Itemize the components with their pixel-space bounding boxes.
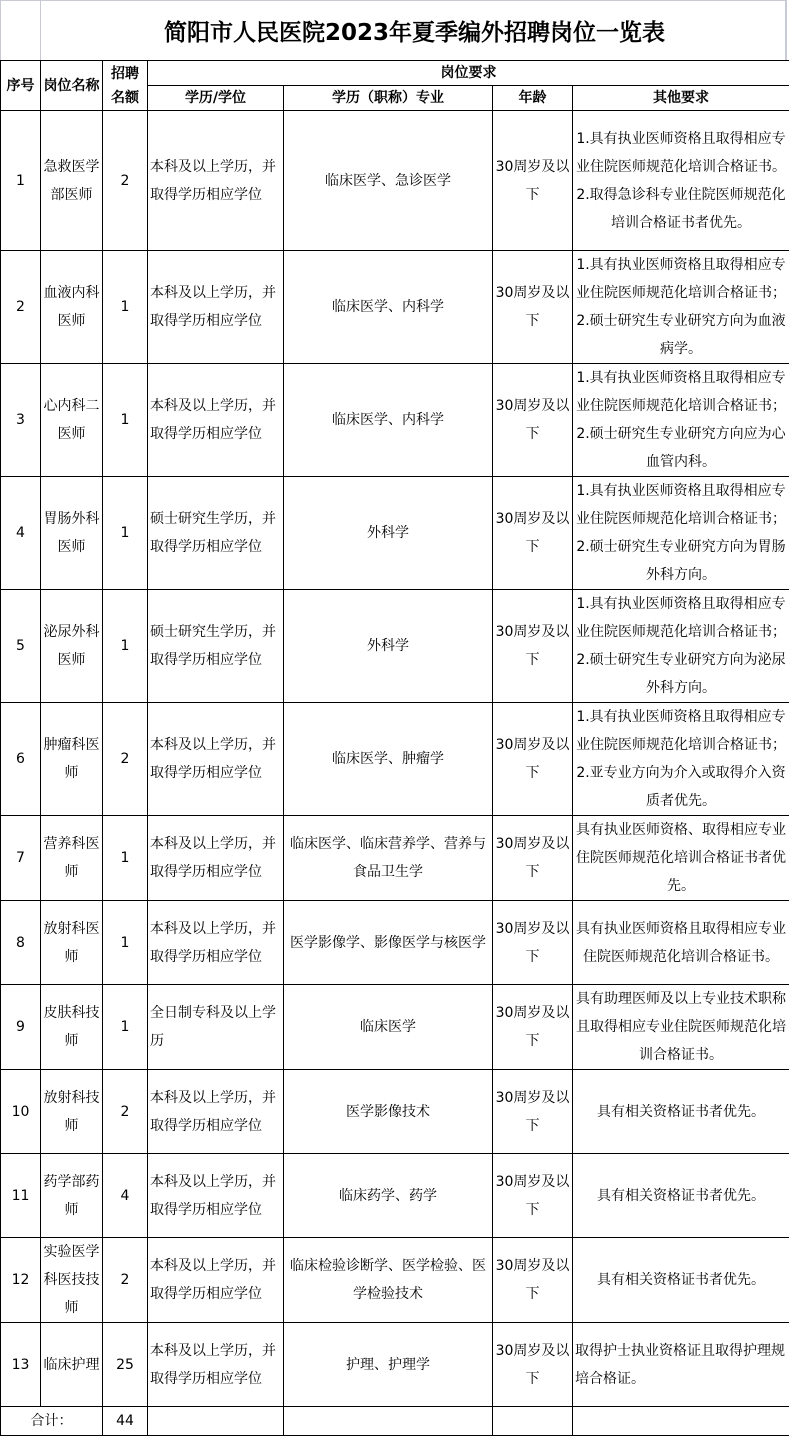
cell-age: 30周岁及以下 <box>493 816 573 901</box>
cell-education: 本科及以上学历，并取得学历相应学位 <box>148 1070 284 1154</box>
cell-age: 30周岁及以下 <box>493 985 573 1070</box>
total-empty <box>573 1407 789 1436</box>
cell-major: 医学影像技术 <box>284 1070 493 1154</box>
cell-post: 药学部药师 <box>41 1154 103 1238</box>
header-requirements-group: 岗位要求 <box>148 61 789 86</box>
header-quota: 招聘名额 <box>103 61 148 111</box>
cell-age: 30周岁及以下 <box>493 251 573 364</box>
header-other: 其他要求 <box>573 86 789 111</box>
table-row <box>1 111 789 251</box>
cell-seq: 4 <box>1 477 41 590</box>
cell-education: 硕士研究生学历，并取得学历相应学位 <box>148 590 284 703</box>
cell-major: 护理、护理学 <box>284 1323 493 1407</box>
table-row <box>1 816 789 901</box>
cell-post: 实验医学科医技技师 <box>41 1238 103 1323</box>
cell-quota: 1 <box>103 364 148 477</box>
cell-age: 30周岁及以下 <box>493 1154 573 1238</box>
table-row <box>1 364 789 477</box>
cell-quota: 2 <box>103 1070 148 1154</box>
total-empty <box>284 1407 493 1436</box>
cell-quota: 2 <box>103 111 148 251</box>
table-row <box>1 1323 789 1407</box>
cell-seq: 2 <box>1 251 41 364</box>
cell-age: 30周岁及以下 <box>493 1323 573 1407</box>
header-seq: 序号 <box>1 61 41 111</box>
table-row <box>1 1154 789 1238</box>
cell-other: 具有执业医师资格且取得相应专业住院医师规范化培训合格证书。 <box>573 901 789 985</box>
cell-age: 30周岁及以下 <box>493 703 573 816</box>
cell-seq: 12 <box>1 1238 41 1323</box>
table-row <box>1 1238 789 1323</box>
cell-age: 30周岁及以下 <box>493 477 573 590</box>
cell-other: 具有相关资格证书者优先。 <box>573 1070 789 1154</box>
cell-other: 1.具有执业医师资格且取得相应专业住院医师规范化培训合格证书；2.亚专业方向为介入或取得介入资质者优先。 <box>573 703 789 816</box>
recruitment-table <box>0 60 789 1436</box>
cell-age: 30周岁及以下 <box>493 1238 573 1323</box>
cell-education: 本科及以上学历，并取得学历相应学位 <box>148 901 284 985</box>
cell-major: 临床医学、内科学 <box>284 251 493 364</box>
cell-age: 30周岁及以下 <box>493 111 573 251</box>
cell-education: 本科及以上学历，并取得学历相应学位 <box>148 111 284 251</box>
cell-education: 本科及以上学历，并取得学历相应学位 <box>148 1238 284 1323</box>
cell-post: 肿瘤科医师 <box>41 703 103 816</box>
cell-quota: 1 <box>103 985 148 1070</box>
cell-major: 外科学 <box>284 477 493 590</box>
cell-education: 硕士研究生学历，并取得学历相应学位 <box>148 477 284 590</box>
cell-major: 临床检验诊断学、医学检验、医学检验技术 <box>284 1238 493 1323</box>
cell-other: 取得护士执业资格证且取得护理规培合格证。 <box>573 1323 789 1407</box>
cell-quota: 2 <box>103 703 148 816</box>
table-row <box>1 251 789 364</box>
cell-other: 1.具有执业医师资格且取得相应专业住院医师规范化培训合格证书；2.硕士研究生专业研究方向为血液病学。 <box>573 251 789 364</box>
table-row <box>1 985 789 1070</box>
header-major: 学历（职称）专业 <box>284 86 493 111</box>
cell-other: 具有相关资格证书者优先。 <box>573 1154 789 1238</box>
cell-post: 泌尿外科医师 <box>41 590 103 703</box>
cell-quota: 4 <box>103 1154 148 1238</box>
cell-education: 本科及以上学历，并取得学历相应学位 <box>148 703 284 816</box>
cell-quota: 1 <box>103 477 148 590</box>
cell-post: 临床护理 <box>41 1323 103 1407</box>
table-row <box>1 477 789 590</box>
total-empty <box>148 1407 284 1436</box>
cell-other: 1.具有执业医师资格且取得相应专业住院医师规范化培训合格证书；2.硕士研究生专业研究方向为泌尿外科方向。 <box>573 590 789 703</box>
cell-post: 急救医学部医师 <box>41 111 103 251</box>
cell-major: 临床医学 <box>284 985 493 1070</box>
cell-other: 1.具有执业医师资格且取得相应专业住院医师规范化培训合格证书；2.硕士研究生专业研究方向应为心血管内科。 <box>573 364 789 477</box>
cell-quota: 1 <box>103 816 148 901</box>
cell-seq: 10 <box>1 1070 41 1154</box>
cell-seq: 7 <box>1 816 41 901</box>
cell-quota: 25 <box>103 1323 148 1407</box>
cell-other: 1.具有执业医师资格且取得相应专业住院医师规范化培训合格证书。2.取得急诊科专业住院医师规范化培训合格证书者优先。 <box>573 111 789 251</box>
cell-quota: 2 <box>103 1238 148 1323</box>
cell-seq: 1 <box>1 111 41 251</box>
header-post-name: 岗位名称 <box>41 61 103 111</box>
cell-education: 本科及以上学历，并取得学历相应学位 <box>148 1323 284 1407</box>
cell-major: 临床药学、药学 <box>284 1154 493 1238</box>
total-row <box>1 1407 789 1436</box>
cell-post: 放射科技师 <box>41 1070 103 1154</box>
cell-other: 具有助理医师及以上专业技术职称且取得相应专业住院医师规范化培训合格证书。 <box>573 985 789 1070</box>
table-row <box>1 901 789 985</box>
cell-post: 皮肤科技师 <box>41 985 103 1070</box>
cell-post: 心内科二医师 <box>41 364 103 477</box>
cell-seq: 3 <box>1 364 41 477</box>
cell-quota: 1 <box>103 590 148 703</box>
cell-seq: 9 <box>1 985 41 1070</box>
cell-education: 本科及以上学历，并取得学历相应学位 <box>148 364 284 477</box>
cell-seq: 5 <box>1 590 41 703</box>
cell-post: 放射科医师 <box>41 901 103 985</box>
cell-major: 医学影像学、影像医学与核医学 <box>284 901 493 985</box>
cell-age: 30周岁及以下 <box>493 590 573 703</box>
cell-age: 30周岁及以下 <box>493 364 573 477</box>
cell-education: 本科及以上学历，并取得学历相应学位 <box>148 251 284 364</box>
header-education: 学历/学位 <box>148 86 284 111</box>
header-age: 年龄 <box>493 86 573 111</box>
cell-seq: 13 <box>1 1323 41 1407</box>
cell-other: 具有执业医师资格、取得相应专业住院医师规范化培训合格证书者优先。 <box>573 816 789 901</box>
cell-seq: 8 <box>1 901 41 985</box>
cell-seq: 11 <box>1 1154 41 1238</box>
cell-quota: 1 <box>103 901 148 985</box>
cell-major: 临床医学、内科学 <box>284 364 493 477</box>
cell-seq: 6 <box>1 703 41 816</box>
cell-age: 30周岁及以下 <box>493 901 573 985</box>
cell-post: 胃肠外科医师 <box>41 477 103 590</box>
cell-age: 30周岁及以下 <box>493 1070 573 1154</box>
cell-major: 临床医学、肿瘤学 <box>284 703 493 816</box>
cell-education: 全日制专科及以上学历 <box>148 985 284 1070</box>
cell-education: 本科及以上学历，并取得学历相应学位 <box>148 816 284 901</box>
total-quota: 44 <box>103 1407 148 1436</box>
cell-post: 营养科医师 <box>41 816 103 901</box>
cell-major: 临床医学、急诊医学 <box>284 111 493 251</box>
cell-post: 血液内科医师 <box>41 251 103 364</box>
cell-other: 1.具有执业医师资格且取得相应专业住院医师规范化培训合格证书；2.硕士研究生专业研究方向为胃肠外科方向。 <box>573 477 789 590</box>
cell-major: 外科学 <box>284 590 493 703</box>
total-label: 合计： <box>1 1407 103 1436</box>
cell-quota: 1 <box>103 251 148 364</box>
table-row <box>1 703 789 816</box>
table-row <box>1 1070 789 1154</box>
table-row <box>1 590 789 703</box>
total-empty <box>493 1407 573 1436</box>
cell-other: 具有相关资格证书者优先。 <box>573 1238 789 1323</box>
cell-major: 临床医学、临床营养学、营养与食品卫生学 <box>284 816 493 901</box>
cell-education: 本科及以上学历，并取得学历相应学位 <box>148 1154 284 1238</box>
page-title: 简阳市人民医院2023年夏季编外招聘岗位一览表 <box>40 0 789 60</box>
